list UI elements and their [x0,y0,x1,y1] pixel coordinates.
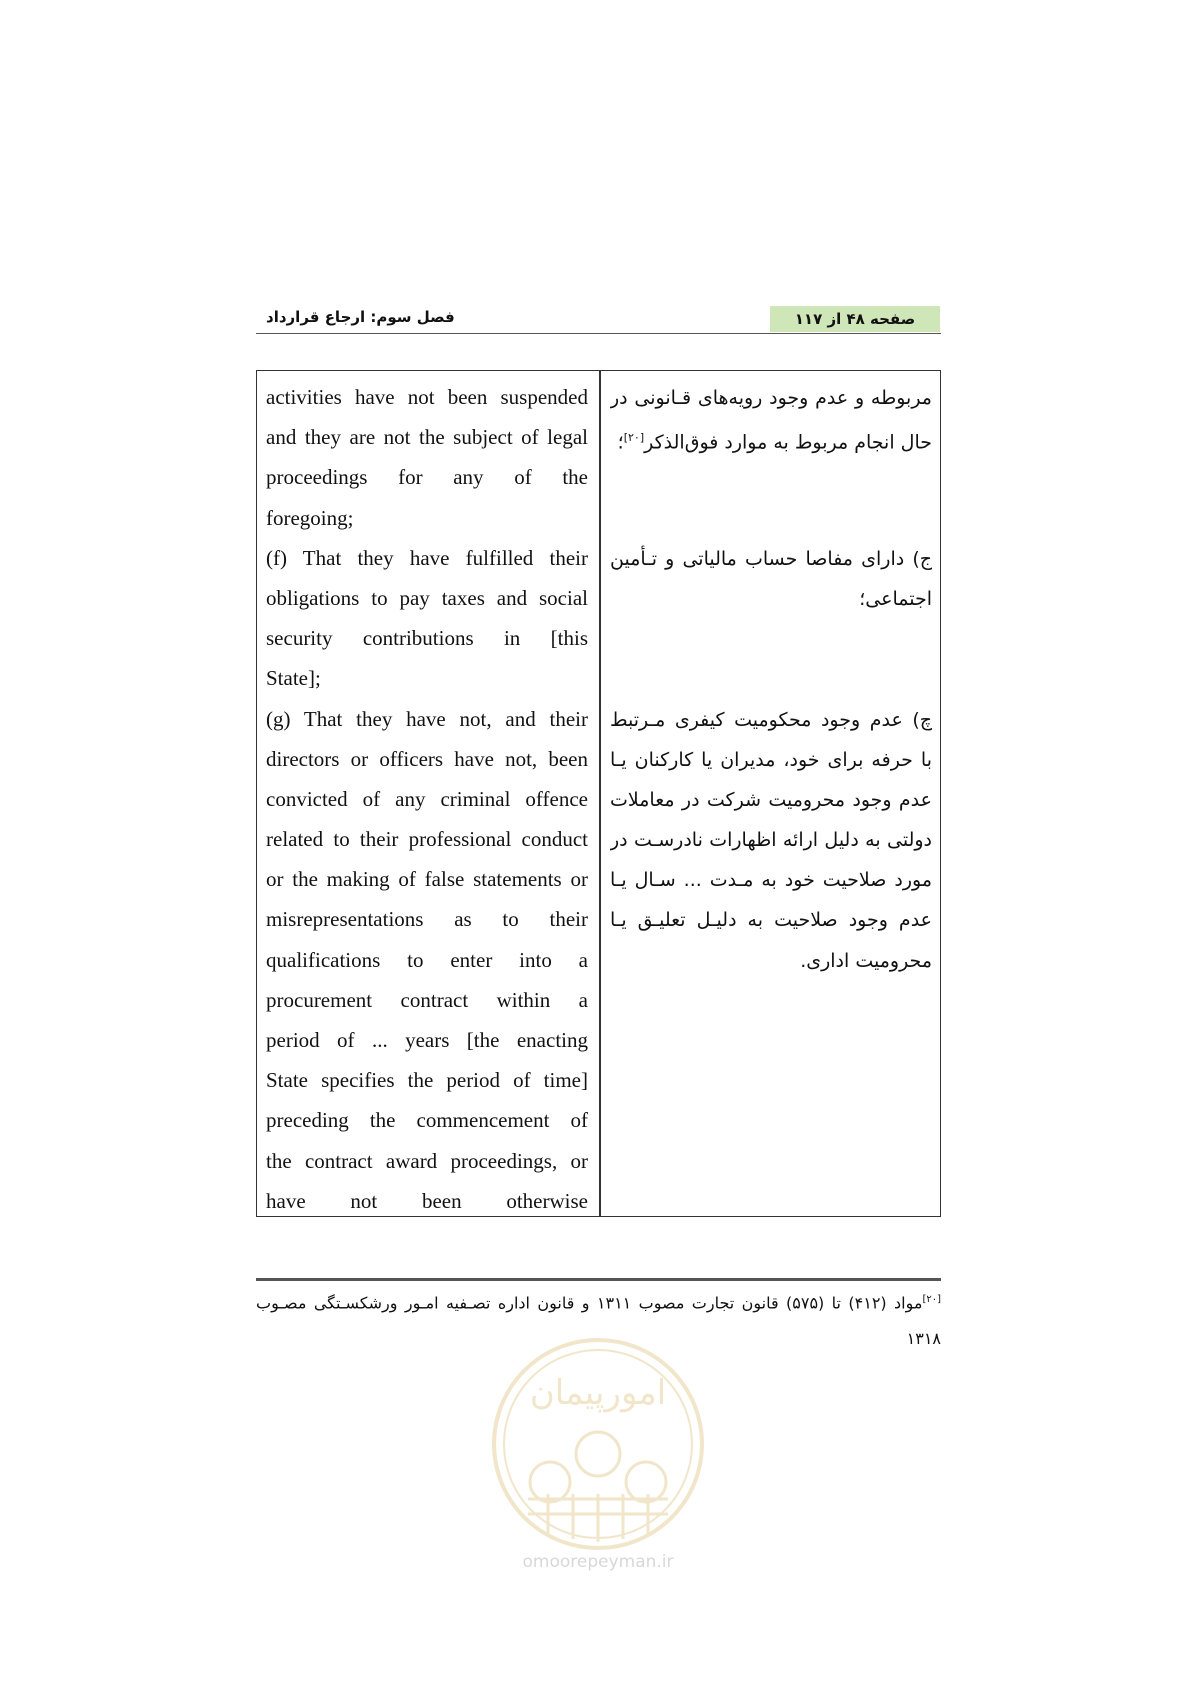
blank-line [610,619,932,659]
english-line: the contract award proceedings, or [266,1148,588,1173]
persian-line: ج) دارای مفاصا حساب مالیاتی و تـأمین [610,547,932,570]
persian-line: با حرفه برای خود، مدیران یا کارکنان یـا [610,748,932,771]
footnote-number: [۲۰] [922,1294,942,1305]
blank-line [610,499,932,539]
english-line: misrepresentations as to their [266,907,588,932]
footnote-line: ۱۳۱۸ [906,1329,941,1349]
persian-line: چ) عدم وجود محکومیت کیفری مـرتبط [610,708,932,731]
persian-line: عدم وجود محرومیت شرکت در معاملات [610,788,932,811]
persian-paragraph [610,700,932,981]
english-line: security contributions in [this [266,626,588,651]
footnote-reference[interactable]: [۲۰] [623,431,645,445]
english-line: (g) That they have not, and their [266,706,588,731]
english-line: period of ... years [the enacting [266,1028,588,1052]
english-line: or the making of false statements or [266,867,588,892]
footnote-text: مواد (۴۱۲) تا (۵۷۵) قانون تجارت مصوب ۱۳۱۱ و قانون اداره تصـفیه امـور ورشکسـتگی مصـوب [256,1293,923,1313]
english-line: preceding the commencement of [266,1108,588,1133]
english-line: proceedings for any of the [266,465,588,490]
english-column [266,377,588,1221]
english-line: convicted of any criminal offence [266,786,588,811]
english-line: qualifications to enter into a [266,947,588,972]
english-line: related to their professional conduct [266,827,588,852]
persian-line: مربوطه و عدم وجود رویه‌های قـانونی در [610,387,932,409]
persian-line: عدم وجود صلاحیت به دلیـل تعلیـق یـا [610,909,932,932]
footnote-line [256,1282,941,1321]
persian-text: ؛ [617,431,624,454]
footnote-rule [256,1278,941,1281]
persian-column [610,378,932,981]
english-line: State specifies the period of time] [266,1068,588,1093]
english-line: activities have not been suspended [266,385,588,409]
english-line: obligations to pay taxes and social [266,585,588,610]
persian-text: حال انجام مربوط به موارد فوق‌الذکر [644,431,932,454]
english-line: procurement contract within a [266,987,588,1012]
persian-line: مورد صلاحیت خود به مـدت ... سـال یـا [610,869,932,892]
english-line: have not been otherwise [266,1188,588,1213]
persian-line [610,418,932,458]
persian-line: اجتماعی؛ [859,587,932,610]
page-number-badge: صفحه ۴۸ از ۱۱۷ [770,306,940,332]
english-line: directors or officers have not, been [266,746,588,771]
persian-line: محرومیت اداری. [800,949,932,972]
header-rule [256,333,941,334]
watermark-logo [488,1334,708,1554]
blank-line [610,458,932,498]
english-line: (f) That they have fulfilled their [266,545,588,570]
table-column-divider [599,370,601,1217]
blank-line [610,659,932,699]
watermark-logo-text: امورپیمان [529,1373,667,1413]
watermark-site: omoorepeyman.ir [522,1552,674,1572]
english-line: and they are not the subject of legal [266,425,588,450]
persian-line: دولتی به دلیل ارائه اظهارات نادرسـت در [610,829,932,852]
chapter-title: فصل سوم: ارجاع قرارداد [266,308,455,326]
english-line: foregoing; [266,505,354,530]
english-line: State]; [266,666,321,691]
